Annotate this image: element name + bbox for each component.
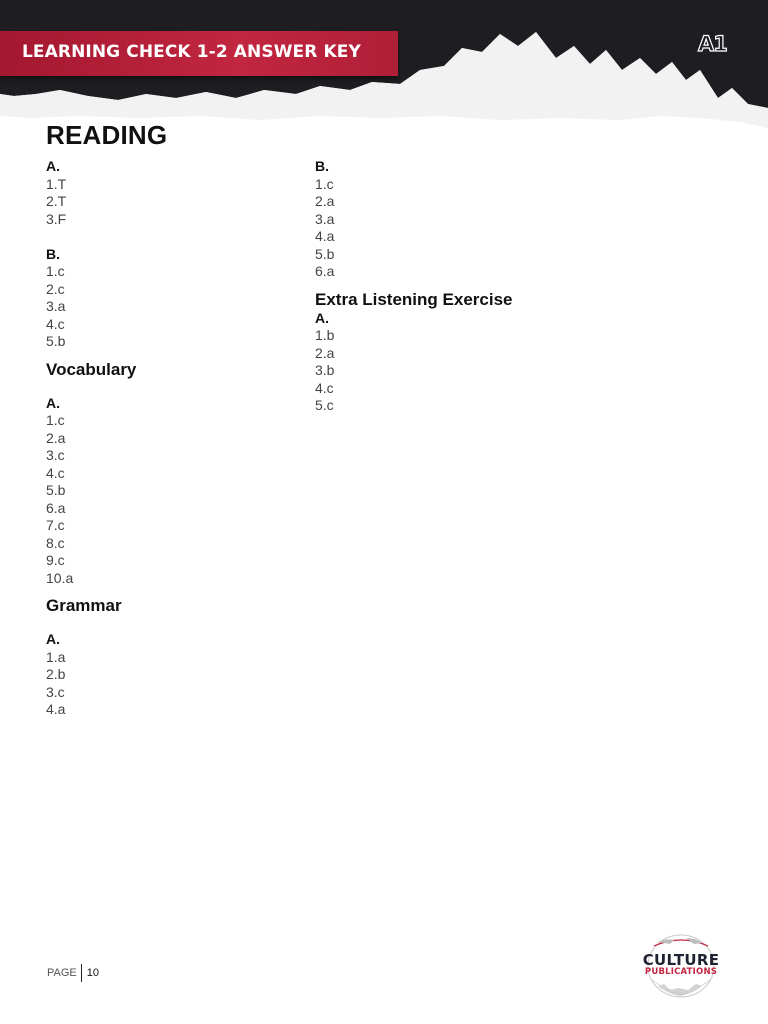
level-badge: A1	[698, 32, 727, 56]
page-divider	[81, 964, 82, 982]
answer-item: 7.c	[46, 517, 65, 533]
answer-item: 5.c	[315, 397, 334, 413]
reading-b-label: B.	[46, 245, 60, 262]
answer-item: 4.a	[46, 701, 66, 717]
vocabulary-a-label: A.	[46, 394, 60, 411]
answer-item: 10.a	[46, 569, 74, 586]
logo-subtitle: PUBLICATIONS	[644, 967, 718, 977]
vocabulary-a-list	[46, 412, 286, 587]
answer-item: 3.b	[315, 362, 335, 378]
answer-item: 2.T	[46, 193, 67, 209]
reading-b-list	[46, 263, 286, 351]
reading-a-list	[46, 176, 286, 229]
grammar-a-label: A.	[46, 631, 60, 647]
answer-item: 4.c	[46, 315, 65, 332]
answer-item: 2.a	[315, 193, 335, 209]
answer-item: 2.b	[46, 666, 66, 682]
answer-item: 3.c	[46, 683, 65, 700]
answer-item: 8.c	[46, 534, 65, 551]
page-number: 10	[86, 967, 100, 979]
section-title: READING	[46, 120, 168, 150]
extra-listening-heading: Extra Listening Exercise	[315, 289, 513, 309]
title-banner	[0, 31, 398, 76]
answer-item: 5.b	[315, 245, 335, 262]
right-reading-b-label: B.	[315, 158, 329, 174]
answer-item: 1.T	[46, 175, 67, 192]
right-reading-b-list	[315, 176, 615, 281]
answer-item: 1.c	[46, 263, 65, 279]
page-number-footer	[47, 964, 99, 982]
answer-item: 1.c	[315, 175, 334, 192]
answer-item: 3.a	[46, 298, 66, 314]
page-label: PAGE	[47, 967, 77, 979]
vocabulary-heading: Vocabulary	[46, 359, 137, 379]
answer-item: 6.a	[46, 499, 66, 516]
answer-item: 2.a	[315, 344, 335, 361]
extra-listening-a-label: A.	[315, 309, 329, 326]
logo-wordmark: CULTURE	[642, 951, 720, 969]
answer-item: 3.c	[46, 447, 65, 463]
culture-publications-logo	[636, 932, 726, 1000]
answer-item: 3.a	[315, 210, 335, 227]
answer-item: 4.c	[315, 379, 334, 396]
answer-item: 6.a	[315, 263, 335, 279]
answer-item: 1.a	[46, 648, 66, 665]
answer-item: 5.b	[46, 482, 66, 498]
answer-item: 4.a	[315, 228, 335, 244]
answer-item: 4.c	[46, 464, 65, 481]
reading-a-label: A.	[46, 158, 60, 174]
grammar-heading: Grammar	[46, 596, 122, 615]
answer-item: 5.b	[46, 333, 66, 349]
answer-item: 1.b	[315, 327, 335, 343]
grammar-a-list	[46, 649, 286, 719]
banner-title: LEARNING CHECK 1-2 ANSWER KEY	[22, 42, 361, 62]
left-column	[46, 158, 286, 719]
page-header	[0, 0, 768, 140]
answer-item: 2.a	[46, 429, 66, 446]
answer-item: 9.c	[46, 552, 65, 568]
extra-listening-a-list	[315, 327, 615, 415]
answer-item: 2.c	[46, 280, 65, 297]
answer-item: 3.F	[46, 210, 67, 227]
answer-item: 1.c	[46, 412, 65, 428]
right-column	[315, 158, 615, 415]
